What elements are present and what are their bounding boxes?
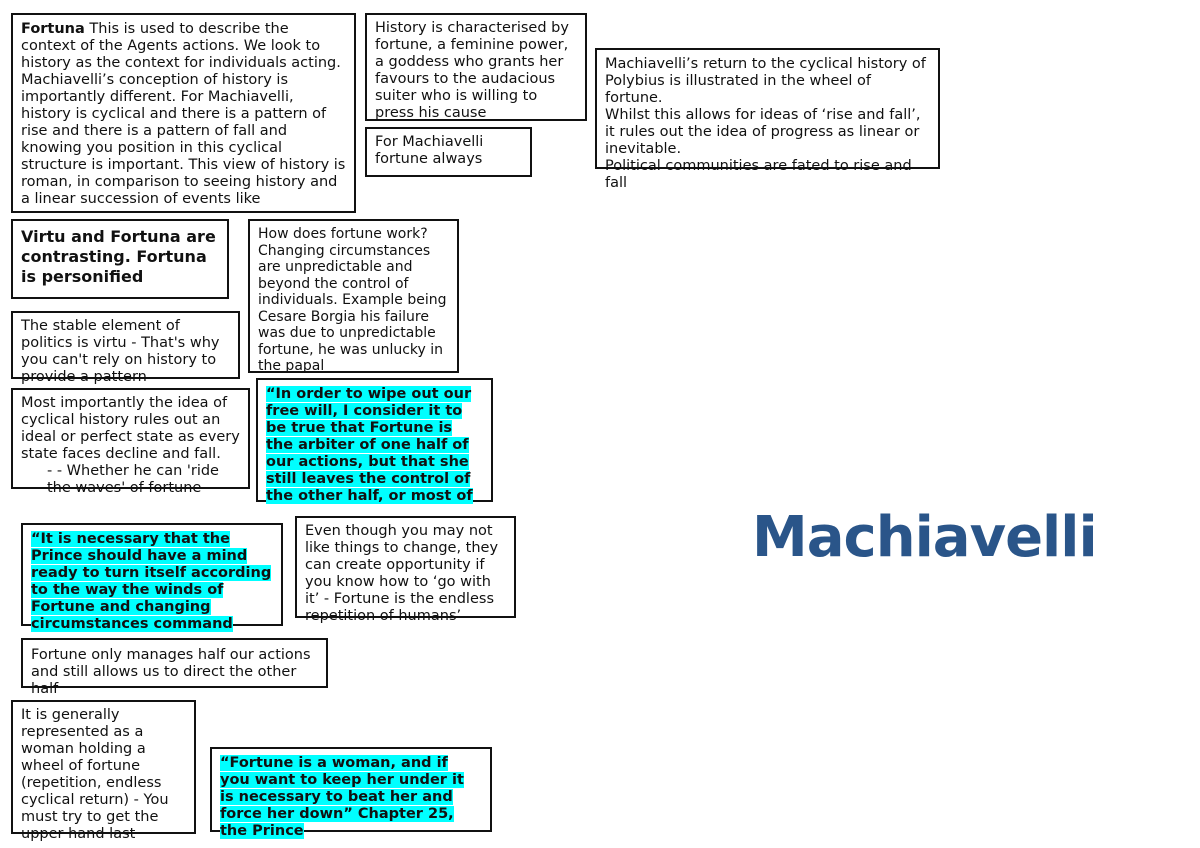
page-title: Machiavelli bbox=[752, 505, 1097, 570]
note-half-actions bbox=[21, 638, 328, 697]
quote-prince-mind-text: “It is necessary that the Prince should have a mind ready to turn itself according to the way the winds of Fortune and changing circumstances command bbox=[31, 531, 272, 632]
note-polybius bbox=[595, 48, 940, 191]
note-stable-element bbox=[11, 311, 240, 385]
polybius-line2: Whilst this allows for ideas of ‘rise and fall’, it rules out the idea of progress as linear or inevitable. bbox=[605, 107, 921, 157]
quote-woman-text: “Fortune is a woman, and if you want to keep her under it is necessary to beat her and force her down” Chapter 25, the Prince bbox=[220, 755, 464, 839]
note-fortuna-definition bbox=[11, 13, 356, 213]
generally-represented-text: It is generally represented as a woman holding a wheel of fortune (repetition, endless cyclical return) - You must try to get the upper hand last bbox=[21, 707, 169, 842]
history-fortune-text: History is characterised by fortune, a feminine power, a goddess who grants her favours to the audacious suiter who is willing to press his cause bbox=[375, 20, 569, 121]
cyclical-history-bullet: - - Whether he can 'ride the waves' of fortune bbox=[47, 463, 219, 496]
half-actions-text: Fortune only manages half our actions and still allows us to direct the other half bbox=[31, 647, 311, 697]
fortuna-text: This is used to describe the context of the Agents actions. We look to history as the context for individuals acting. Machiavelli’s conception of history is importantly different. For Machiavelli, history is cyclical and there is a pattern of rise and there is a pattern of fall and knowing you position in this cyclical structure is important. This view of history is roman, in comparison to seeing history and a linear succession of events like bbox=[21, 21, 346, 207]
note-for-machiavelli bbox=[365, 127, 532, 177]
note-how-fortune-works bbox=[248, 219, 459, 373]
fortuna-lead: Fortuna bbox=[21, 21, 85, 37]
even-though-text: Even though you may not like things to change, they can create opportunity if you know how to ‘go with it’ - Fortune is the endless repetition of humans’ bbox=[305, 523, 499, 624]
note-quote-prince-mind bbox=[21, 523, 283, 632]
cyclical-history-text: Most importantly the idea of cyclical history rules out an ideal or perfect state as every state faces decline and fall. bbox=[21, 395, 240, 462]
how-fortune-works-text: How does fortune work? Changing circumstances are unpredictable and beyond the control of individuals. Example being Cesare Borgia his failure was due to unpredictable fortune, he was unlucky in the papal bbox=[258, 226, 447, 374]
note-history-fortune bbox=[365, 13, 587, 121]
note-cyclical-history bbox=[11, 388, 250, 496]
note-even-though bbox=[295, 516, 516, 624]
note-virtu-fortuna bbox=[11, 219, 229, 299]
note-quote-woman bbox=[210, 747, 492, 839]
quote-free-will-text: “In order to wipe out our free will, I consider it to be true that Fortune is the arbiter of one half of our actions, but that she still leaves the control of the other half, or most of bbox=[266, 386, 473, 504]
for-machiavelli-text: For Machiavelli fortune always bbox=[375, 134, 484, 167]
polybius-line1: Machiavelli’s return to the cyclical history of Polybius is illustrated in the wheel of fortune. bbox=[605, 56, 926, 106]
stable-element-text: The stable element of politics is virtu - That's why you can't rely on history to provide a pattern bbox=[21, 318, 220, 385]
polybius-line3: Political communities are fated to rise and fall bbox=[605, 158, 912, 191]
note-quote-free-will bbox=[256, 378, 493, 502]
virtu-fortuna-text: Virtu and Fortuna are contrasting. Fortuna is personified bbox=[21, 227, 216, 286]
note-generally-represented bbox=[11, 700, 196, 842]
